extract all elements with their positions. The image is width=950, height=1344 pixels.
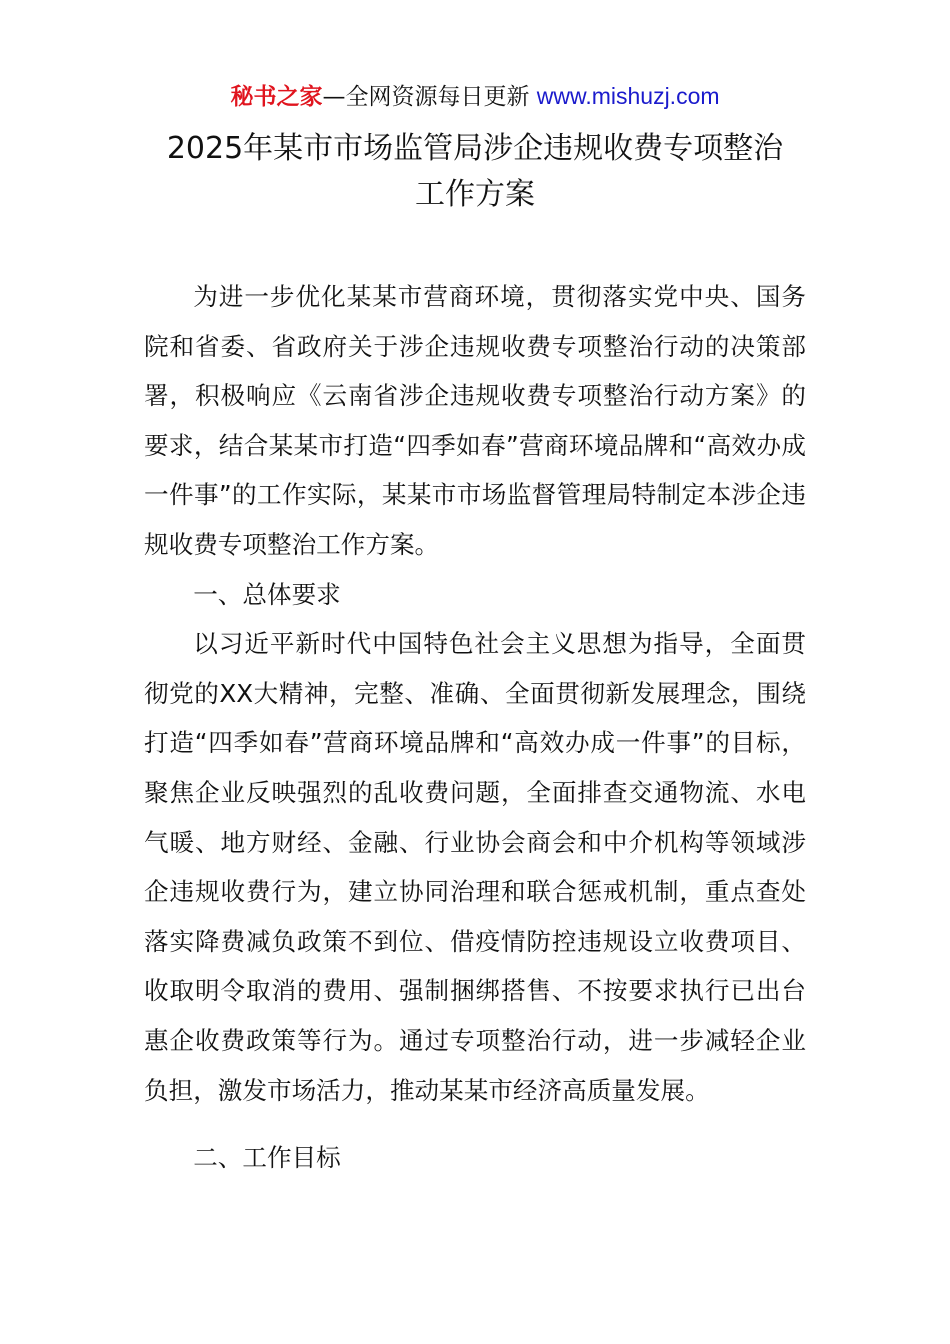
document-title	[60, 126, 890, 218]
section-heading-work-goals: 二、工作目标	[193, 1143, 341, 1173]
document-body	[144, 272, 806, 1183]
site-url-link[interactable]: www.mishuzj.com	[536, 83, 720, 109]
site-name: 秘书之家	[230, 84, 323, 110]
section-heading-general-requirements: 一、总体要求	[193, 579, 341, 609]
general-requirements-paragraph: 以习近平新时代中国特色社会主义思想为指导，全面贯彻党的XX大精神，完整、准确、全面贯彻新发展理念，围绕打造“四季如春”营商环境品牌和“高效办成一件事”的目标，聚焦企业反映强烈的乱收费问题，全面排查交通物流、水电气暖、地方财经、金融、行业协会商会和中介机构等领域涉企违规收费行为，建立协同治理和联合惩戒机制，重点查处落实降费减负政策不到位、借疫情防控违规设立收费项目、收取明令取消的费用、强制捆绑搭售、不按要求执行已出台惠企收费政策等行为。通过专项整治行动，进一步减轻企业负担，激发市场活力，推动某某市经济高质量发展。	[144, 629, 806, 1105]
document-title-line-1: 2025年某市市场监管局涉企违规收费专项整治	[166, 131, 784, 166]
site-tagline: —全网资源每日更新	[322, 84, 530, 110]
intro-paragraph: 为进一步优化某某市营商环境，贯彻落实党中央、国务院和省委、省政府关于涉企违规收费专项整治行动的决策部署，积极响应《云南省涉企违规收费专项整治行动方案》的要求，结合某某市打造“四季如春”营商环境品牌和“高效办成一件事”的工作实际，某某市市场监督管理局特制定本涉企违规收费专项整治工作方案。	[144, 282, 806, 559]
site-header	[0, 80, 950, 113]
document-title-line-2: 工作方案	[415, 177, 535, 212]
